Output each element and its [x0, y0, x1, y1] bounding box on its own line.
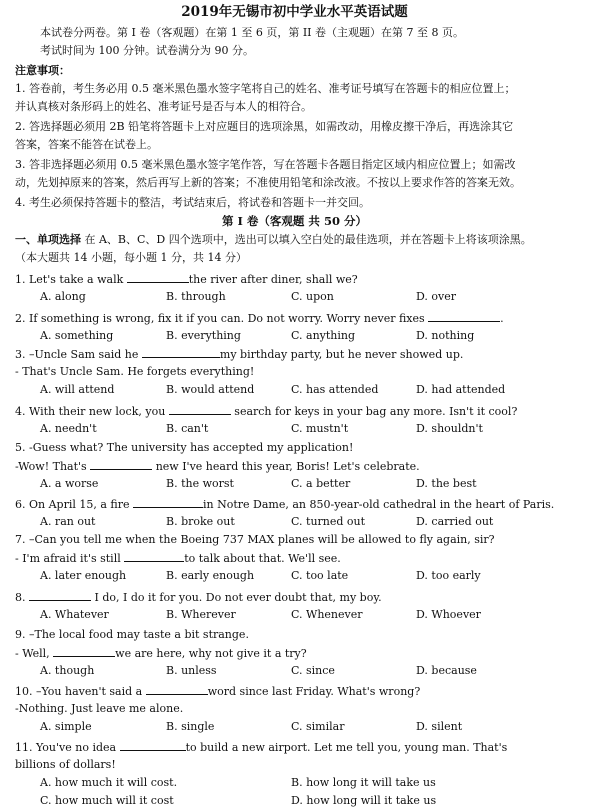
question-text: - Well, we are here, why not give it a try?: [15, 647, 307, 660]
part-instructions: 在 A、B、C、D 四个选项中，选出可以填入空白处的最佳选项，并在答题卡上将该项涂黑。: [81, 233, 532, 246]
intro-line: 考试时间为 100 分钟。试卷满分为 90 分。: [40, 44, 254, 57]
question-text: -Wow! That's new I've heard this year, Boris! Let's celebrate.: [15, 460, 420, 473]
answer-option: C. similar: [291, 720, 345, 733]
answer-option: C. how much will it cost: [40, 794, 174, 807]
answer-blank: [146, 684, 208, 695]
answer-option: B. broke out: [166, 515, 235, 528]
note-line: 3. 答非选择题必须用 0.5 毫米黑色墨水签字笔作答，写在答题卡各题目指定区域内相应位置上；如需改: [15, 158, 516, 171]
answer-option: A. along: [40, 290, 86, 303]
part-heading: [15, 233, 532, 247]
note-line: 1. 答卷前，考生务必用 0.5 毫米黑色墨水签字笔将自己的姓名、准考证号填写在答题卡的相应位置上；: [15, 82, 516, 95]
answer-option: D. how long will it take us: [291, 794, 437, 807]
answer-option: C. mustn't: [291, 422, 349, 435]
answer-option: B. can't: [166, 422, 209, 435]
answer-blank: [169, 404, 231, 415]
answer-option: A. later enough: [40, 569, 127, 582]
part-instructions-2: （本大题共 14 小题，每小题 1 分，共 14 分）: [15, 251, 247, 264]
answer-option: C. upon: [291, 290, 334, 303]
answer-option: B. would attend: [166, 383, 255, 396]
answer-option: A. ran out: [40, 515, 96, 528]
answer-option: A. Whatever: [40, 608, 109, 621]
part-heading-label: 一、单项选择: [15, 233, 81, 246]
answer-option: D. silent: [416, 720, 463, 733]
answer-option: A. simple: [40, 720, 92, 733]
answer-blank: [133, 497, 203, 508]
answer-option: B. how long it will take us: [291, 776, 436, 789]
answer-option: A. something: [40, 329, 114, 342]
answer-option: A. though: [40, 664, 95, 677]
question-text: -Nothing. Just leave me alone.: [15, 702, 184, 715]
note-line: 答案，答案不能答在试卷上。: [15, 138, 158, 151]
answer-blank: [142, 347, 220, 358]
answer-option: C. Whenever: [291, 608, 363, 621]
answer-option: C. anything: [291, 329, 356, 342]
answer-blank: [120, 740, 186, 751]
intro-line: 本试卷分两卷。第 I 卷（客观题）在第 1 至 6 页，第 II 卷（主观题）在第 7 至 8 页。: [40, 26, 464, 39]
answer-option: D. had attended: [416, 383, 506, 396]
answer-option: A. needn't: [40, 422, 97, 435]
answer-blank: [29, 590, 91, 601]
answer-option: D. because: [416, 664, 477, 677]
notes-heading: 注意事项：: [15, 64, 70, 77]
question-text: 3. –Uncle Sam said he my birthday party, but he never showed up.: [15, 348, 464, 361]
question-text: - I'm afraid it's still to talk about that. We'll see.: [15, 552, 341, 565]
answer-option: C. too late: [291, 569, 349, 582]
question-text: - That's Uncle Sam. He forgets everything!: [15, 365, 255, 378]
answer-option: C. has attended: [291, 383, 379, 396]
answer-option: B. unless: [166, 664, 217, 677]
answer-option: D. shouldn't: [416, 422, 483, 435]
note-line: 4. 考生必须保持答题卡的整洁，考试结束后，将试卷和答题卡一并交回。: [15, 196, 370, 209]
answer-blank: [124, 551, 184, 562]
answer-option: B. Wherever: [166, 608, 236, 621]
answer-option: D. nothing: [416, 329, 475, 342]
answer-option: A. a worse: [40, 477, 99, 490]
question-text: 11. You've no idea to build a new airport. Let me tell you, young man. That's: [15, 741, 508, 754]
question-text: 9. –The local food may taste a bit strange.: [15, 628, 249, 641]
answer-option: C. since: [291, 664, 335, 677]
question-text: 8. I do, I do it for you. Do not ever doubt that, my boy.: [15, 591, 382, 604]
question-text: 4. With their new lock, you search for keys in your bag any more. Isn't it cool?: [15, 405, 518, 418]
question-text: 10. –You haven't said a word since last Friday. What's wrong?: [15, 685, 421, 698]
section-title: 第 I 卷（客观题 共 50 分）: [222, 214, 367, 228]
answer-option: D. too early: [416, 569, 481, 582]
answer-blank: [428, 311, 500, 322]
answer-option: D. over: [416, 290, 457, 303]
question-text: 1. Let's take a walk the river after diner, shall we?: [15, 273, 358, 286]
answer-option: B. through: [166, 290, 226, 303]
question-text: 5. -Guess what? The university has accepted my application!: [15, 441, 354, 454]
answer-blank: [53, 646, 115, 657]
answer-blank: [127, 272, 189, 283]
answer-option: B. the worst: [166, 477, 234, 490]
answer-option: D. carried out: [416, 515, 494, 528]
question-text: 6. On April 15, a fire in Notre Dame, an 850-year-old cathedral in the heart of Paris.: [15, 498, 555, 511]
note-line: 并认真核对条形码上的姓名、准考证号是否与本人的相符合。: [15, 100, 312, 113]
answer-option: C. a better: [291, 477, 351, 490]
answer-blank: [90, 459, 152, 470]
question-text: 7. –Can you tell me when the Boeing 737 MAX planes will be allowed to fly again, sir?: [15, 533, 495, 546]
answer-option: A. how much it will cost.: [40, 776, 178, 789]
answer-option: D. Whoever: [416, 608, 481, 621]
answer-option: B. everything: [166, 329, 241, 342]
answer-option: A. will attend: [40, 383, 115, 396]
note-line: 动，先划掉原来的答案，然后再写上新的答案；不准使用铅笔和涂改液。不按以上要求作答的答案无效。: [15, 176, 521, 189]
answer-option: B. early enough: [166, 569, 255, 582]
answer-option: C. turned out: [291, 515, 366, 528]
answer-option: B. single: [166, 720, 215, 733]
exam-title: 2019年无锡市初中学业水平英语试题: [181, 4, 408, 20]
question-text: 2. If something is wrong, fix it if you can. Do not worry. Worry never fixes .: [15, 312, 504, 325]
note-line: 2. 答选择题必须用 2B 铅笔将答题卡上对应题目的选项涂黑，如需改动，用橡皮擦干净后，再选涂其它: [15, 120, 514, 133]
answer-option: D. the best: [416, 477, 477, 490]
question-text: billions of dollars!: [15, 758, 116, 771]
